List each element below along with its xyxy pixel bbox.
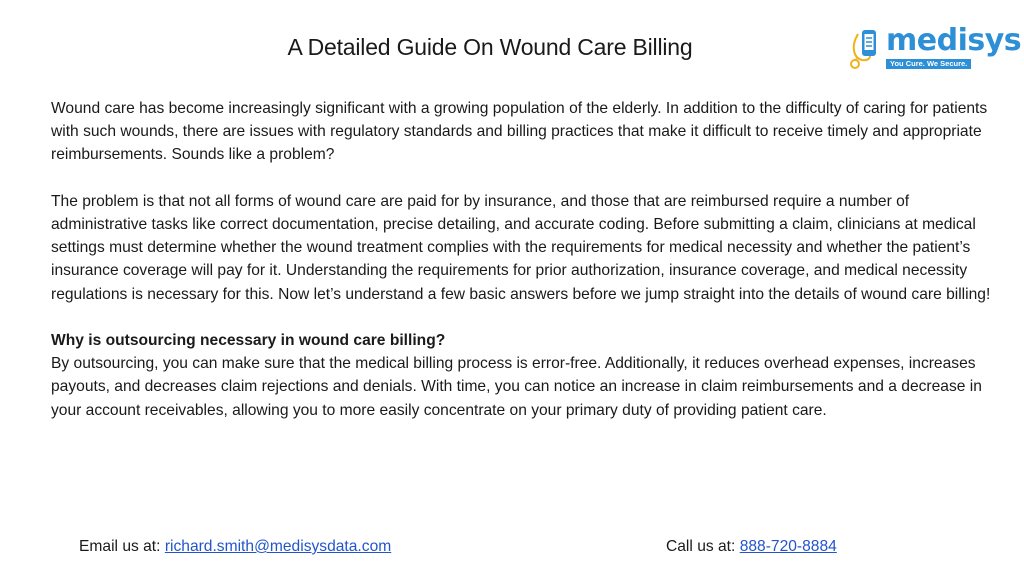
medisys-logo xyxy=(848,23,1022,72)
footer-email xyxy=(79,538,391,556)
stethoscope-phone-icon xyxy=(848,28,888,70)
call-label: Call us at: xyxy=(666,538,736,555)
section-body: By outsourcing, you can make sure that the medical billing process is error-free. Additionally, it reduces overhead expenses, increases payouts, and decreases claim rejections and denials. With time, you can notice an increase in claim reimbursements and a decrease in your account receivables, allowing you to more easily concentrate on your primary duty of providing patient care. xyxy=(51,355,982,419)
email-label: Email us at: xyxy=(79,538,161,555)
footer-call xyxy=(666,538,837,556)
email-link[interactable]: richard.smith@medisysdata.com xyxy=(164,538,392,555)
logo-wordmark: medisys xyxy=(886,23,1022,58)
section-heading: Why is outsourcing necessary in wound care billing? xyxy=(51,332,446,349)
intro-paragraph: Wound care has become increasingly significant with a growing population of the elderly. In addition to the difficulty of caring for patients with such wounds, there are issues with regulatory standards and billing practices that make it difficult to receive timely and appropriate reimbursements. Sounds like a problem? xyxy=(51,100,988,164)
outsourcing-section xyxy=(51,329,1001,422)
article-body xyxy=(51,97,1001,422)
logo-tagline: You Cure. We Secure. xyxy=(886,59,971,69)
problem-paragraph: The problem is that not all forms of wound care are paid for by insurance, and those that are reimbursed require a number of administrative tasks like correct documentation, precise detailing, and accurate coding. Before submitting a claim, clinicians at medical settings must determine whether the wound treatment complies with the requirements for medical necessity and whether the patient’s insurance coverage will pay for it. Understanding the requirements for prior authorization, insurance coverage, and medical necessity regulations is necessary for this. Now let’s understand a few basic answers before we jump straight into the details of wound care billing! xyxy=(51,192,991,303)
phone-link[interactable]: 888-720-8884 xyxy=(739,538,837,555)
page-title: A Detailed Guide On Wound Care Billing xyxy=(287,34,693,60)
